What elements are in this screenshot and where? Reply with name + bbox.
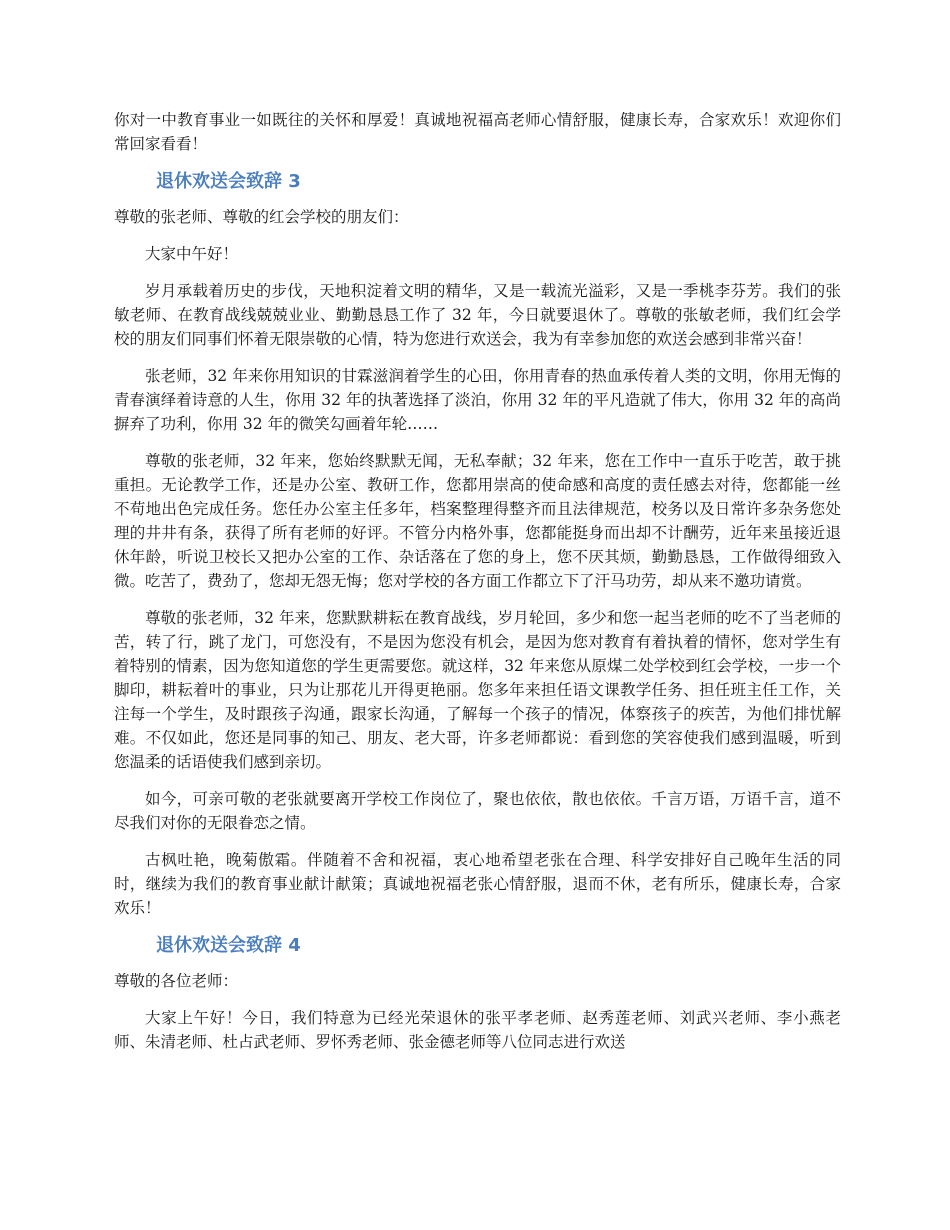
section-3-paragraph: 尊敬的张老师，32 年来，您始终默默无闻，无私奉献；32 年来，您在工作中一直乐于吃苦，敢于挑重担。无论教学工作，还是办公室、教研工作，您都用崇高的使命感和高度的责任感去对待，您都能一丝不苟地出色完成任务。您任办公室主任多年，档案整理得整齐而且法律规范，校务以及日常许多杂务您处理的井井有条，获得了所有老师的好评。不管分内格外事，您都能挺身而出却不计酬劳，近年来虽接近退休年龄，听说卫校长又把办公室的工作、杂话落在了您的身上，您不厌其烦，勤勤恳恳，工作做得细致入微。吃苦了，费劲了，您却无怨无悔；您对学校的各方面工作都立下了汗马功劳，却从来不邀功请赏。 [114, 452, 841, 590]
section-3-greeting: 大家中午好！ [145, 245, 239, 263]
section-4-salutation: 尊敬的各位老师： [114, 972, 239, 990]
section-4-heading: 退休欢送会致辞 4 [156, 935, 301, 956]
section-3-paragraph: 尊敬的张老师，32 年来，您默默耕耘在教育战线，岁月轮回，多少和您一起当老师的吃不了当老师的苦，转了行，跳了龙门，可您没有，不是因为您没有机会，是因为您对教育有着执着的情怀，您对学生有着特别的情素，因为您知道您的学生更需要您。就这样，32 年来您从原煤二处学校到红会学校，一步一个脚印，耕耘着叶的事业，只为让那花儿开得更艳丽。您多年来担任语文课教学任务、担任班主任工作，关注每一个学生，及时跟孩子沟通，跟家长沟通，了解每一个孩子的情况，体察孩子的疾苦，为他们排忧解难。不仅如此，您还是同事的知己、朋友、老大哥，许多老师都说：看到您的笑容使我们感到温暖，听到您温柔的话语使我们感到亲切。 [114, 609, 841, 771]
section-3-heading: 退休欢送会致辞 3 [156, 171, 301, 192]
section-3-paragraph: 古枫吐艳，晚菊傲霜。伴随着不舍和祝福，衷心地希望老张在合理、科学安排好自己晚年生活的同时，继续为我们的教育事业献计献策；真诚地祝福老张心情舒服，退而不休，老有所乐，健康长寿，合家欢乐！ [114, 851, 841, 917]
section-4-paragraph: 大家上午好！今日，我们特意为已经光荣退休的张平孝老师、赵秀莲老师、刘武兴老师、李小燕老师、朱清老师、杜占武老师、罗怀秀老师、张金德老师等八位同志进行欢送 [114, 1009, 841, 1051]
section-3-paragraph: 岁月承载着历史的步伐，天地积淀着文明的精华，又是一载流光溢彩，又是一季桃李芬芳。我们的张敏老师、在教育战线兢兢业业、勤勤恳恳工作了 32 年，今日就要退休了。尊敬的张敏老师，我们红会学校的朋友们同事们怀着无限崇敬的心情，特为您进行欢送会，我为有幸参加您的欢送会感到非常兴奋！ [114, 282, 841, 348]
document-page [114, 108, 841, 1067]
section-3-paragraph: 如今，可亲可敬的老张就要离开学校工作岗位了，聚也依依，散也依依。千言万语，万语千言，道不尽我们对你的无限眷恋之情。 [114, 790, 841, 832]
intro-continuation-paragraph: 你对一中教育事业一如既往的关怀和厚爱！真诚地祝福高老师心情舒服，健康长寿，合家欢乐！欢迎你们常回家看看！ [114, 111, 841, 153]
section-3-salutation: 尊敬的张老师、尊敬的红会学校的朋友们： [114, 208, 409, 226]
section-3-paragraph: 张老师，32 年来你用知识的甘霖滋润着学生的心田，你用青春的热血承传着人类的文明，你用无悔的青春演绎着诗意的人生，你用 32 年的执著选择了淡泊，你用 32 年的平凡造就了伟大，你用 32 年的高尚摒弃了功利，你用 32 年的微笑勾画着年轮…… [114, 367, 841, 433]
